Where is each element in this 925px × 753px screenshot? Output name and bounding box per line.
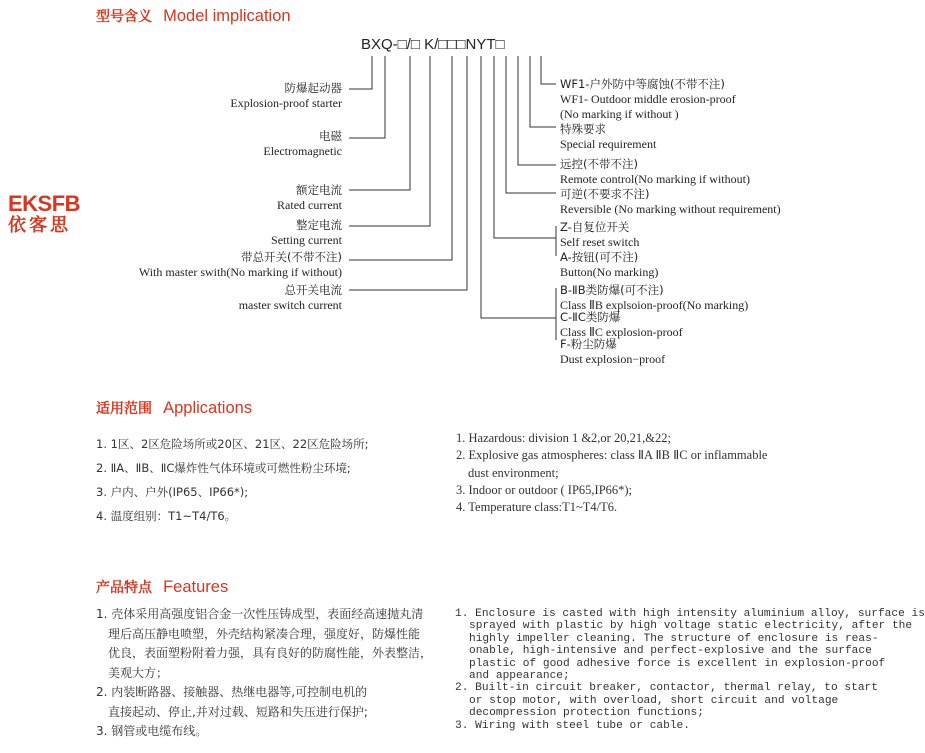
label-en: Dust explosion−proof [560, 352, 666, 366]
list-item: dust environment; [468, 465, 559, 480]
label-en: Remote control(No marking if without) [560, 172, 750, 186]
features-title [96, 577, 228, 597]
label-en: WF1- Outdoor middle erosion-proof [560, 92, 736, 106]
applications-title-en: Applications [163, 399, 253, 417]
model-code: BXQ-□/□ K/□□□NYT□ [361, 36, 505, 53]
label-rated-current [277, 182, 342, 213]
list-item: 理后高压静电喷塑，外壳结构紧凑合理，强度好，防爆性能 [108, 626, 421, 641]
list-item: decompression protection functions; [469, 707, 704, 720]
label-cn: F-粉尘防爆 [560, 337, 617, 351]
label-reversible [560, 186, 781, 217]
logo-mark: EKSFB [8, 191, 81, 216]
label-en: master switch current [238, 298, 342, 312]
features-title-en: Features [163, 578, 229, 596]
label-en: Self reset switch [560, 235, 640, 249]
list-item: 2. Explosive gas atmospheres: class ⅡA ⅡB ⅡC or inflammable [456, 448, 768, 463]
label-cn: 额定电流 [296, 183, 342, 197]
list-item: onable, high-intensive and perfect-explosive and the surface [469, 645, 872, 658]
list-item: and appearance; [469, 670, 570, 683]
label-cn: 总开关电流 [284, 283, 342, 297]
list-item: 3. 钢管或电缆布线。 [96, 724, 208, 738]
label-cn: B-ⅡB类防爆(可不注) [560, 283, 664, 297]
list-item: 美观大方； [108, 665, 169, 680]
list-item: plastic of good adhesive force is excellent in explosion-proof [469, 657, 886, 670]
label-en: With master swith(No marking if without) [138, 265, 342, 279]
label-master-switch [139, 249, 342, 280]
label-en: Electromagnetic [263, 144, 342, 158]
label-electromagnetic [263, 128, 342, 159]
label-button [560, 249, 658, 280]
label-cn: Z-自复位开关 [560, 220, 630, 234]
model-title-en: Model implication [163, 7, 291, 25]
label-dust [560, 336, 665, 367]
list-item: 2. Built-in circuit breaker, contactor, thermal relay, to start [455, 682, 878, 695]
list-item: 3. Wiring with steel tube or cable. [455, 719, 690, 732]
features-en-list [455, 608, 925, 732]
list-item: 1. Hazardous: division 1 &2,or 20,21,&22; [456, 431, 671, 445]
list-item: 4. 温度组别：T1~T4/T6。 [96, 509, 237, 523]
label-special [560, 121, 656, 152]
label-cn: WF1-户外防中等腐蚀(不带不注) [560, 77, 725, 91]
applications-en-list [456, 430, 767, 516]
list-item: 4. Temperature class:T1~T4/T6. [456, 500, 618, 515]
list-item: 3. Indoor or outdoor ( IP65,IP66*); [456, 482, 633, 497]
applications-title [96, 398, 252, 418]
label-cn: 防爆起动器 [284, 81, 342, 95]
label-en: Class ⅡC explosion-proof [560, 325, 683, 339]
list-item: highly impeller cleaning. The structure of enclosure is reas- [469, 632, 879, 645]
label-en: Explosion-proof starter [230, 96, 342, 110]
list-item: 直接起动、停止,并对过载、短路和失压进行保护; [108, 704, 368, 719]
label-cn: 电磁 [319, 129, 342, 143]
label-cn: 远控(不带不注) [560, 157, 638, 171]
label-cn: A-按钮(可不注) [560, 250, 639, 264]
label-cn: C-ⅡC类防爆 [560, 310, 621, 324]
label-cn: 带总开关(不带不注) [241, 250, 342, 264]
label-wf1 [560, 76, 736, 122]
list-item: 1. Enclosure is casted with high intensity aluminium alloy, surface is [455, 608, 925, 620]
label-en: Reversible (No marking without requirement) [560, 202, 781, 216]
label-en: Special requirement [560, 137, 657, 151]
features-title-cn: 产品特点 [96, 580, 152, 596]
list-item: 2. 内装断路器、接触器、热继电器等,可控制电机的 [96, 685, 368, 699]
label-cn: 整定电流 [296, 218, 342, 232]
list-item: 1. 1区、2区危险场所或20区、21区、22区危险场所; [96, 437, 369, 451]
label-remote [560, 156, 750, 187]
applications-cn-list [96, 432, 369, 528]
applications-title-cn: 适用范围 [96, 401, 152, 417]
label-explosion-proof-starter [230, 80, 342, 111]
features-cn-list [96, 605, 432, 742]
label-en: Class ⅡB explsoion-proof(No marking) [560, 298, 749, 312]
list-item: 优良，表面塑粉附着力强，具有良好的防腐性能，外表整洁， [108, 646, 433, 660]
list-item: sprayed with plastic by high voltage static electricity, after the [469, 620, 913, 633]
label-en: Rated current [277, 198, 342, 212]
list-item: 3. 户内、户外(IP65、IP66*); [96, 485, 249, 499]
label-master-switch-current [239, 282, 342, 313]
label-en: Setting current [271, 233, 342, 247]
label-setting-current [271, 217, 342, 248]
label-self-reset [560, 219, 639, 250]
list-item: 2. ⅡA、ⅡB、ⅡC爆炸性气体环境或可燃性粉尘环境; [96, 461, 351, 475]
label-cn: 特殊要求 [560, 122, 606, 136]
list-item: 1. 壳体采用高强度铝合金一次性压铸成型，表面经高速抛丸清 [96, 607, 424, 621]
list-item: or stop motor, with overload, short circuit and voltage [469, 694, 839, 707]
label-en: (No marking if without ) [560, 107, 679, 121]
model-title-cn: 型号含义 [96, 9, 152, 25]
label-en: Button(No marking) [560, 265, 659, 279]
brand-logo [8, 193, 108, 237]
label-cn: 可逆(不要求不注) [560, 187, 650, 201]
logo-name-cn: 依客思 [8, 215, 71, 236]
